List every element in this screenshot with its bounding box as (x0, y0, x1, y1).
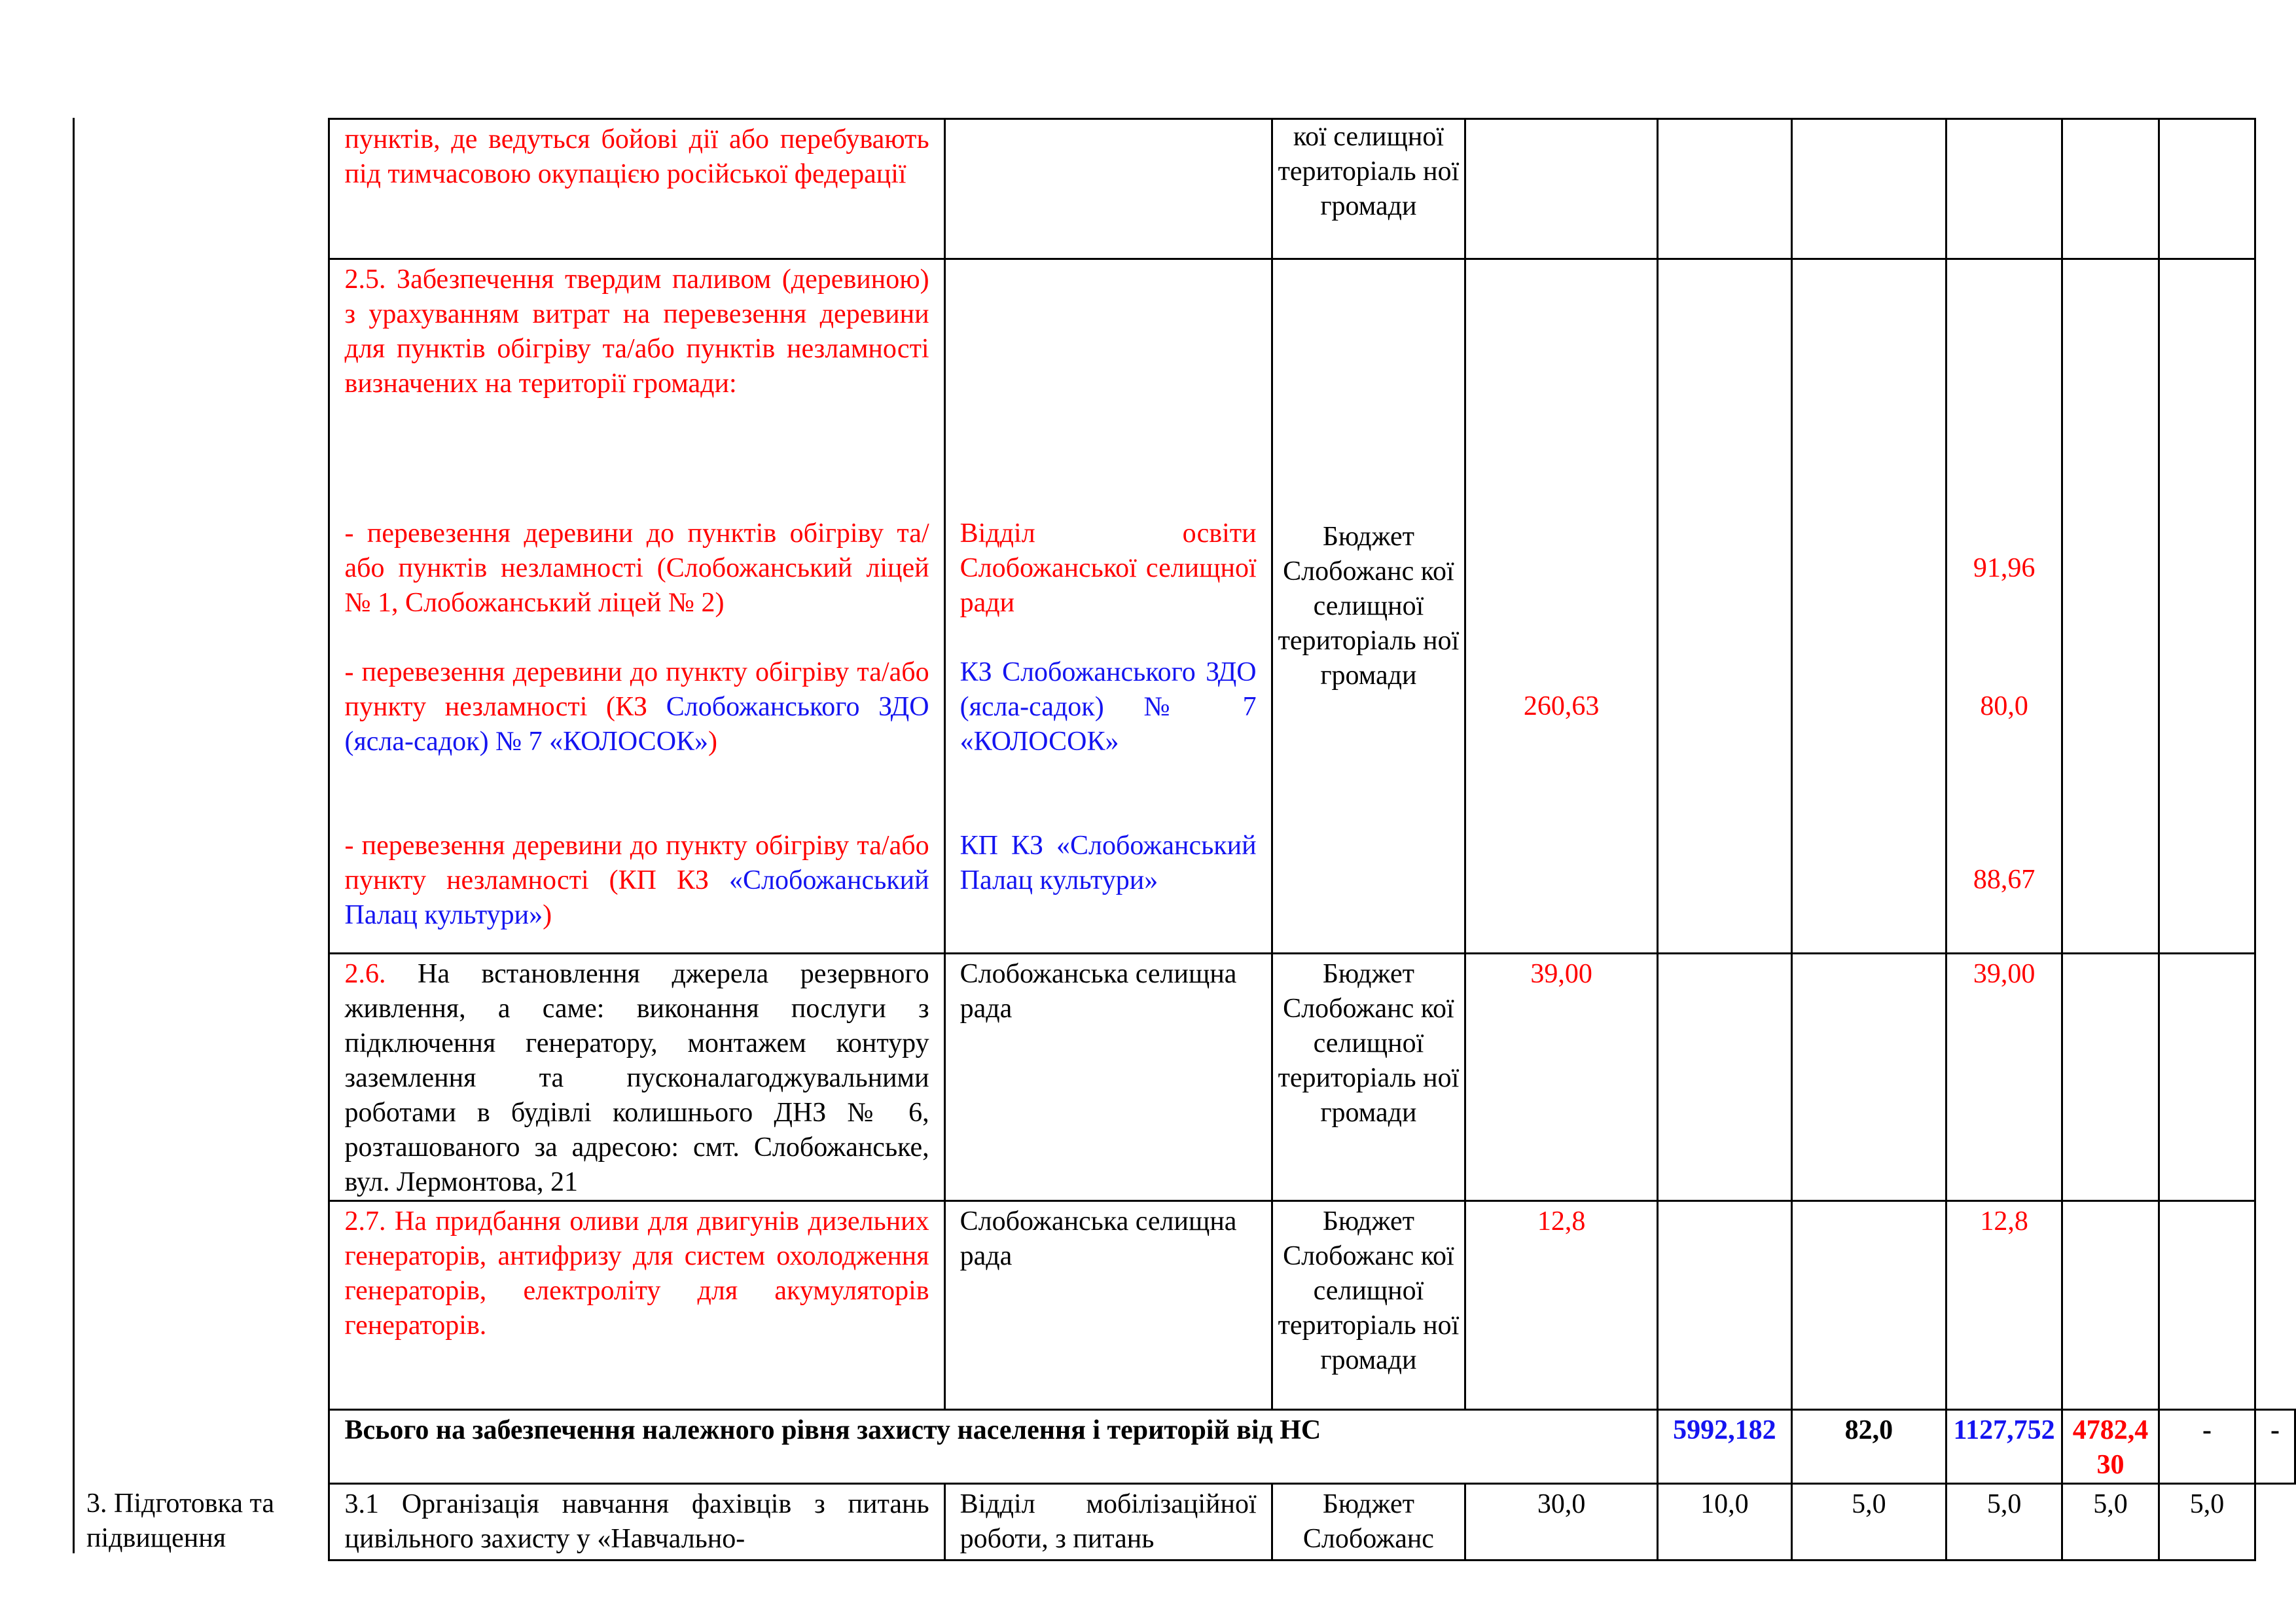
sub-measure-3 (344, 829, 929, 933)
year-cell: 5,0 (1946, 1484, 2062, 1561)
total-cell: 12,8 (1465, 1201, 1658, 1410)
table-row (73, 1201, 2295, 1410)
source-cell: Бюджет Слобожанс кої селищної територіаль ної громади (1272, 1201, 1465, 1410)
source-cell: Бюджет Слобожанс кої селищної територіаль ної громади (1272, 259, 1465, 954)
year-cell: 5,0 (2062, 1484, 2159, 1561)
measure-text: На встановлення джерела резервного живлення, а саме: виконання послуги з підключення генератору, монтажем контуру заземлення та пусконалагоджувальними роботами в будівлі колишнього ДНЗ № 6, розташованого за адресою: смт. Слобожанське, вул. Лермонтова, 21 (344, 959, 929, 1197)
table-row (73, 259, 2295, 954)
sub-measure-end: ) (708, 727, 718, 757)
total-cell (1465, 259, 1658, 954)
summary-year-1: 82,0 (1791, 1410, 1946, 1484)
total-cell: 30,0 (1465, 1484, 1658, 1561)
summary-year-3: 4782,430 (2062, 1410, 2159, 1484)
summary-year-5: - (2255, 1410, 2295, 1484)
amount-1: 91,96 (1973, 553, 2036, 583)
executor-cell: Слобожанська селищна рада (944, 1201, 1272, 1410)
year-cell (1946, 259, 2062, 954)
sub-measure-org: Слобожанського ЗДО (ясла-садок) № 7 «КОЛОСОК» (344, 692, 929, 757)
sub-measure-text: - перевезення деревини до пункту обігріву та/або пункту незламності (КЗ (344, 657, 929, 722)
year-cell (2062, 1201, 2159, 1410)
summary-total: 5992,182 (1658, 1410, 1792, 1484)
measure-number: 2.6. (344, 959, 386, 989)
year-cell (1791, 259, 1946, 954)
sub-measure-text: - перевезення деревини до пункту обігріву та/або пункту незламності (КП КЗ (344, 831, 929, 895)
year-cell: 12,8 (1946, 1201, 2062, 1410)
year-cell (2159, 1201, 2255, 1410)
total-value: 260,63 (1523, 691, 1600, 721)
section-cell (73, 119, 329, 1484)
executor-cell: Відділ мобілізаційної роботи, з питань (944, 1484, 1272, 1561)
year-cell (1658, 1201, 1792, 1410)
table-row (73, 119, 2295, 259)
section-cell: 3. Підготовка та підвищення (73, 1484, 329, 1561)
year-cell (1658, 119, 1792, 259)
year-cell (2159, 119, 2255, 259)
year-cell (1946, 119, 2062, 259)
year-cell (2159, 259, 2255, 954)
executor-2: КЗ Слобожанського ЗДО (ясла-садок) № 7 «КОЛОСОК» (960, 657, 1257, 757)
summary-year-2: 1127,752 (1946, 1410, 2062, 1484)
measure-cell: 2.7. На придбання оливи для двигунів дизельних генераторів, антифризу для систем охолодження генераторів, електроліту для акумуляторів генераторів. (329, 1201, 944, 1410)
source-cell: Бюджет Слобожанс (1272, 1484, 1465, 1561)
executor-3: КП КЗ «Слобожанський Палац культури» (960, 831, 1257, 895)
source-cell: Бюджет Слобожанс кої селищної територіаль ної громади (1272, 954, 1465, 1201)
year-cell: 10,0 (1658, 1484, 1792, 1561)
measure-heading: 2.5. Забезпечення твердим паливом (деревиною) з урахуванням витрат на перевезення деревини для пунктів обігріву та/або пунктів незламності визначених на території громади: (344, 264, 929, 399)
year-cell (1658, 259, 1792, 954)
amount-2: 80,0 (1980, 691, 2028, 721)
year-cell: 5,0 (2159, 1484, 2255, 1561)
year-cell (2062, 119, 2159, 259)
summary-year-4: - (2159, 1410, 2255, 1484)
year-cell (1791, 119, 1946, 259)
year-cell (2062, 259, 2159, 954)
executor-cell (944, 259, 1272, 954)
source-cell: кої селищної територіаль ної громади (1272, 119, 1465, 259)
total-cell (1465, 119, 1658, 259)
summary-label: Всього на забезпечення належного рівня захисту населення і територій від НС (329, 1410, 1658, 1484)
table-row (73, 1484, 2295, 1561)
year-cell (1791, 1201, 1946, 1410)
sub-measure-org: «Слобожанський Палац культури» (344, 865, 929, 930)
measure-cell: 3.1 Організація навчання фахівців з питань цивільного захисту у «Навчально- (329, 1484, 944, 1561)
executor-cell (944, 119, 1272, 259)
sub-measure-1: - перевезення деревини до пунктів обігріву та/або пунктів незламності (Слобожанський ліцей № 1, Слобожанський ліцей № 2) (344, 518, 929, 618)
measure-cell (329, 954, 944, 1201)
total-cell: 39,00 (1465, 954, 1658, 1201)
year-cell (1791, 954, 1946, 1201)
year-cell (2062, 954, 2159, 1201)
table-row (73, 954, 2295, 1201)
measure-cell: пунктів, де ведуться бойові дії або перебувають під тимчасовою окупацією російської федерації (329, 119, 944, 259)
year-cell (2159, 954, 2255, 1201)
sub-measure-end: ) (543, 900, 552, 930)
executor-1: Відділ освіти Слобожанської селищної ради (960, 518, 1257, 618)
year-cell: 39,00 (1946, 954, 2062, 1201)
measure-cell (329, 259, 944, 954)
summary-row (73, 1410, 2295, 1484)
year-cell: 5,0 (1791, 1484, 1946, 1561)
amount-3: 88,67 (1973, 865, 2036, 895)
year-cell (1658, 954, 1792, 1201)
program-measures-table (73, 118, 2296, 1561)
executor-cell: Слобожанська селищна рада (944, 954, 1272, 1201)
sub-measure-2 (344, 655, 929, 759)
